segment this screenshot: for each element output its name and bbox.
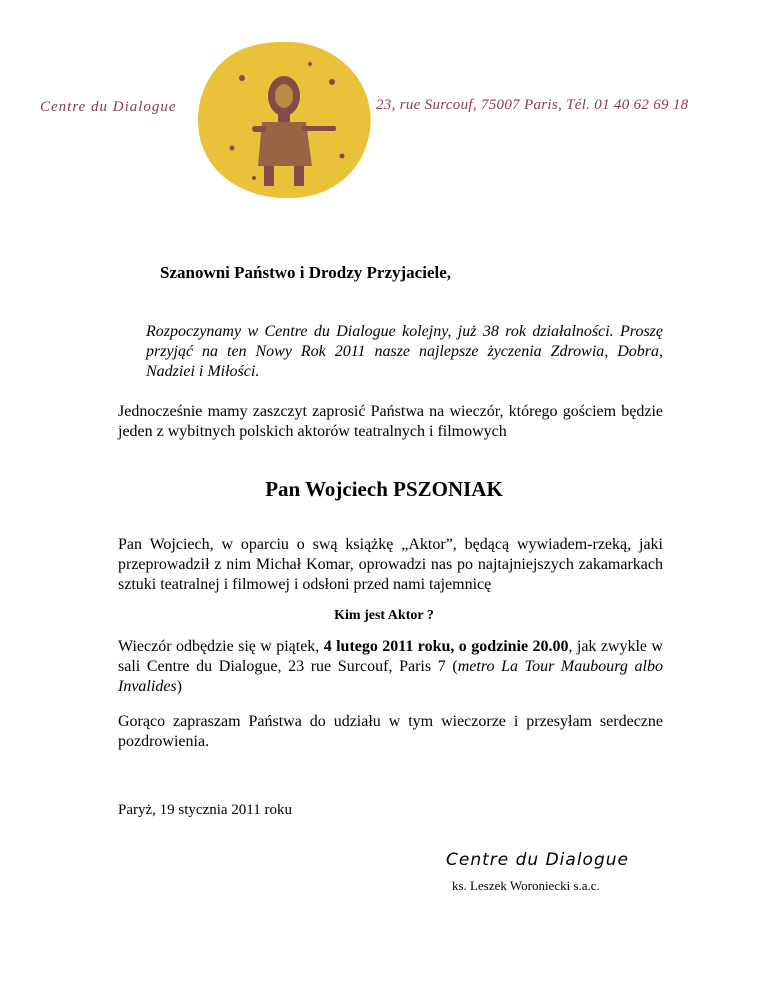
signature-org-script: Centre du Dialogue <box>446 850 629 870</box>
closing-paragraph: Gorąco zapraszam Państwa do udziału w tym wieczorze i przesyłam serdeczne pozdrowienia. <box>118 713 663 750</box>
org-name-header: Centre du Dialogue <box>40 99 177 115</box>
intro-paragraph: Rozpoczynamy w Centre du Dialogue kolejny, już 38 rok działalności. Proszę przyjąć na ten Nowy Rok 2011 nasze najlepsze życzenia Zdrowia, Dobra, Nadziei i Miłości. <box>146 323 663 380</box>
letter-salutation: Szanowni Państwo i Drodzy Przyjaciele, <box>160 263 452 282</box>
event-date-highlight: 4 lutego 2011 roku, o godzinie 20.00 <box>323 638 569 655</box>
question-heading: Kim jest Aktor ? <box>334 608 434 623</box>
org-address-header: 23, rue Surcouf, 75007 Paris, Tél. 01 40 62 69 18 <box>376 97 689 113</box>
place-date: Paryż, 19 stycznia 2011 roku <box>118 802 292 818</box>
book-paragraph: Pan Wojciech, w oparciu o swą książkę „Aktor”, będącą wywiadem-rzeką, jaki przeprowadził z nim Michał Komar, oprowadzi nas po najtajniejszych zakamarkach sztuki teatralnej i filmowej i odsłoni przed nami tajemnicę <box>118 536 663 593</box>
invite-paragraph: Jednocześnie mamy zaszczyt zaprosić Państwa na wieczór, którego gościem będzie jeden z wybitnych polskich aktorów teatralnych i filmowych <box>118 403 663 440</box>
medallion-figure-icon <box>192 38 374 200</box>
event-date-text-2: , jak zwykle w sali Centre du Dialogue, 23 rue Surcouf, Paris 7 ( <box>118 638 663 675</box>
event-date-text-1: Wieczór odbędzie się w piątek, <box>118 638 324 655</box>
event-metro-info: metro La Tour Maubourg albo Invalides <box>118 658 663 695</box>
event-date-paragraph <box>118 637 663 697</box>
event-date-text-3: ) <box>176 678 182 695</box>
signature-name: ks. Leszek Woroniecki s.a.c. <box>452 878 600 893</box>
guest-name-heading: Pan Wojciech PSZONIAK <box>265 477 503 501</box>
